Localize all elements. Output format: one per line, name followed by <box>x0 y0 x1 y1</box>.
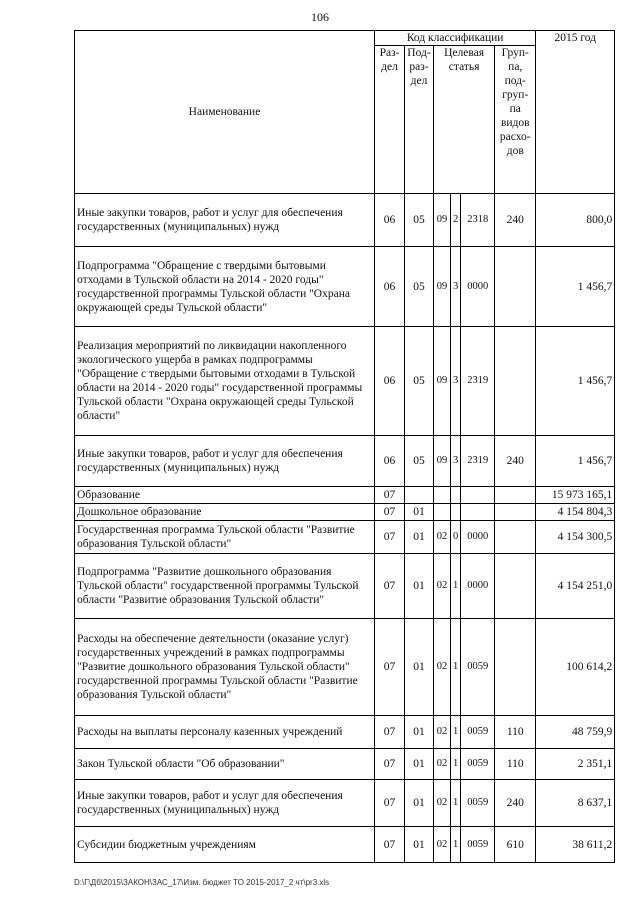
header-name: Наименование <box>75 31 375 194</box>
row-subsection <box>405 487 434 504</box>
table-row <box>75 327 615 436</box>
row-section: 07 <box>375 521 405 554</box>
table-header <box>75 31 615 194</box>
row-expense-group: 240 <box>495 194 536 247</box>
row-subsection: 01 <box>405 504 434 521</box>
row-target-subprogram: 3 <box>451 436 461 487</box>
row-name: Иные закупки товаров, работ и услуг для обеспечения государственных (муниципальных) нужд <box>75 780 375 827</box>
row-expense-group <box>495 521 536 554</box>
table-body <box>75 194 615 863</box>
row-section: 07 <box>375 619 405 716</box>
table-row <box>75 619 615 716</box>
row-section: 07 <box>375 749 405 780</box>
row-name: Подпрограмма "Обращение с твердыми бытовыми отходами в Тульской области на 2014 - 2020 годы" государственной программы Тульской области "Охрана окружающей среды Тульской области" <box>75 247 375 327</box>
header-target: Целевая статья <box>434 46 495 194</box>
row-subsection: 05 <box>405 327 434 436</box>
row-subsection: 01 <box>405 521 434 554</box>
row-target-subprogram: 1 <box>451 619 461 716</box>
table-row <box>75 716 615 749</box>
table-row <box>75 247 615 327</box>
table-row <box>75 554 615 619</box>
row-amount: 8 637,1 <box>536 780 615 827</box>
row-target-subprogram: 3 <box>451 327 461 436</box>
row-section: 06 <box>375 194 405 247</box>
row-name: Дошкольное образование <box>75 504 375 521</box>
row-expense-group: 110 <box>495 749 536 780</box>
row-expense-group: 610 <box>495 827 536 863</box>
row-section: 07 <box>375 504 405 521</box>
row-target-program: 09 <box>434 436 451 487</box>
header-year: 2015 год <box>536 31 615 194</box>
row-target-program <box>434 487 451 504</box>
row-target-program: 02 <box>434 780 451 827</box>
row-expense-group <box>495 327 536 436</box>
row-name: Образование <box>75 487 375 504</box>
row-subsection: 01 <box>405 619 434 716</box>
row-section: 06 <box>375 247 405 327</box>
row-expense-group <box>495 504 536 521</box>
row-subsection: 01 <box>405 780 434 827</box>
budget-table <box>74 30 615 863</box>
row-target-program: 02 <box>434 827 451 863</box>
row-target-program: 02 <box>434 716 451 749</box>
row-subsection: 05 <box>405 436 434 487</box>
row-section: 07 <box>375 780 405 827</box>
row-subsection: 05 <box>405 194 434 247</box>
header-class-code: Код классификации <box>375 31 536 46</box>
row-target-subprogram: 3 <box>451 247 461 327</box>
row-name: Государственная программа Тульской области "Развитие образования Тульской области" <box>75 521 375 554</box>
row-section: 07 <box>375 827 405 863</box>
row-expense-group <box>495 619 536 716</box>
row-target-code: 0000 <box>461 554 495 619</box>
row-name: Расходы на выплаты персоналу казенных учреждений <box>75 716 375 749</box>
row-target-code: 0059 <box>461 716 495 749</box>
row-target-program: 02 <box>434 619 451 716</box>
row-amount: 38 611,2 <box>536 827 615 863</box>
row-name: Субсидии бюджетным учреждениям <box>75 827 375 863</box>
row-target-code: 0000 <box>461 247 495 327</box>
row-target-subprogram <box>451 487 461 504</box>
row-section: 07 <box>375 554 405 619</box>
row-name: Иные закупки товаров, работ и услуг для обеспечения государственных (муниципальных) нужд <box>75 436 375 487</box>
row-amount: 1 456,7 <box>536 436 615 487</box>
row-amount: 100 614,2 <box>536 619 615 716</box>
row-section: 06 <box>375 327 405 436</box>
row-target-subprogram: 1 <box>451 827 461 863</box>
row-target-code: 0059 <box>461 619 495 716</box>
row-expense-group <box>495 487 536 504</box>
row-name: Расходы на обеспечение деятельности (оказание услуг) государственных учреждений в рамках подпрограммы "Развитие дошкольного образования Тульской области" государственной программы Тульской области "Развитие образования Тульской области" <box>75 619 375 716</box>
row-subsection: 01 <box>405 716 434 749</box>
table-row <box>75 827 615 863</box>
row-amount: 4 154 300,5 <box>536 521 615 554</box>
row-target-program: 02 <box>434 749 451 780</box>
header-subsection: Под- раз- дел <box>405 46 434 194</box>
row-target-code <box>461 487 495 504</box>
row-target-code: 2319 <box>461 327 495 436</box>
row-target-code: 0059 <box>461 780 495 827</box>
table-row <box>75 749 615 780</box>
row-expense-group: 240 <box>495 780 536 827</box>
row-amount: 1 456,7 <box>536 327 615 436</box>
row-name: Иные закупки товаров, работ и услуг для обеспечения государственных (муниципальных) нужд <box>75 194 375 247</box>
row-target-subprogram: 1 <box>451 780 461 827</box>
row-target-subprogram <box>451 504 461 521</box>
row-target-subprogram: 2 <box>451 194 461 247</box>
row-amount: 15 973 165,1 <box>536 487 615 504</box>
row-expense-group <box>495 247 536 327</box>
row-section: 07 <box>375 716 405 749</box>
table-row <box>75 487 615 504</box>
table-row <box>75 194 615 247</box>
header-group: Груп- па, под- груп- па видов расхо- дов <box>495 46 536 194</box>
row-expense-group <box>495 554 536 619</box>
row-name: Реализация мероприятий по ликвидации накопленного экологического ущерба в рамках подпрограммы "Обращение с твердыми бытовыми отходами в Тульской области на 2014 - 2020 годы" государственной программы Тульской области "Охрана окружающей среды Тульской области" <box>75 327 375 436</box>
row-target-program: 09 <box>434 247 451 327</box>
row-target-code: 0000 <box>461 521 495 554</box>
table-row <box>75 521 615 554</box>
table-row <box>75 436 615 487</box>
row-subsection: 05 <box>405 247 434 327</box>
row-expense-group: 110 <box>495 716 536 749</box>
row-target-program: 09 <box>434 327 451 436</box>
row-subsection: 01 <box>405 827 434 863</box>
row-amount: 800,0 <box>536 194 615 247</box>
row-subsection: 01 <box>405 749 434 780</box>
table-row <box>75 504 615 521</box>
row-target-subprogram: 1 <box>451 749 461 780</box>
row-target-program: 02 <box>434 554 451 619</box>
row-section: 06 <box>375 436 405 487</box>
table-row <box>75 780 615 827</box>
row-amount: 4 154 804,3 <box>536 504 615 521</box>
row-target-code: 2319 <box>461 436 495 487</box>
row-target-code: 2318 <box>461 194 495 247</box>
row-amount: 48 759,9 <box>536 716 615 749</box>
page-number: 106 <box>311 10 329 24</box>
row-target-program <box>434 504 451 521</box>
row-amount: 1 456,7 <box>536 247 615 327</box>
row-target-program: 02 <box>434 521 451 554</box>
file-path-footer: D:\Г\Дб\2015\ЗАКОН\ЗАС_17\Изм. бюджет ТО 2015-2017_2 чт\pr3.xls <box>74 878 330 887</box>
row-name: Подпрограмма "Развитие дошкольного образования Тульской области" государственной программы Тульской области "Развитие образования Тульской области" <box>75 554 375 619</box>
row-section: 07 <box>375 487 405 504</box>
row-target-subprogram: 1 <box>451 716 461 749</box>
row-target-code: 0059 <box>461 749 495 780</box>
row-amount: 2 351,1 <box>536 749 615 780</box>
row-target-code <box>461 504 495 521</box>
row-subsection: 01 <box>405 554 434 619</box>
row-target-subprogram: 0 <box>451 521 461 554</box>
header-section: Раз- дел <box>375 46 405 194</box>
row-amount: 4 154 251,0 <box>536 554 615 619</box>
row-target-program: 09 <box>434 194 451 247</box>
row-target-subprogram: 1 <box>451 554 461 619</box>
row-target-code: 0059 <box>461 827 495 863</box>
row-expense-group: 240 <box>495 436 536 487</box>
row-name: Закон Тульской области "Об образовании" <box>75 749 375 780</box>
